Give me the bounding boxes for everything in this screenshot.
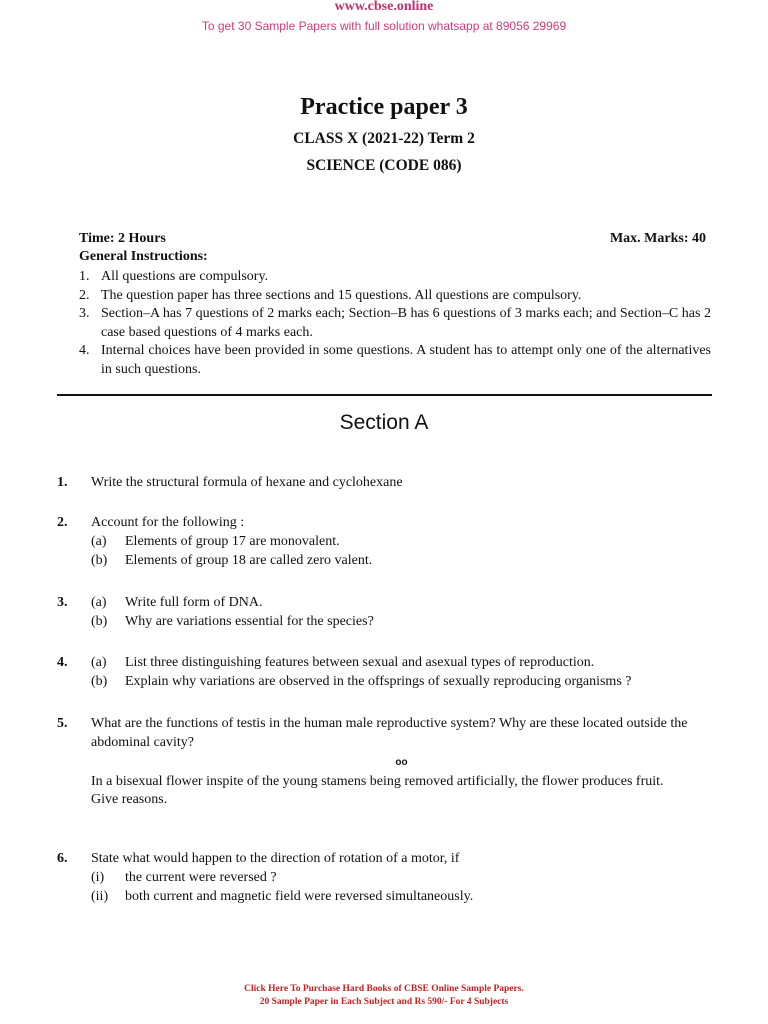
question-number: 1. xyxy=(57,475,68,490)
section-heading: Section A xyxy=(339,411,429,434)
whatsapp-promo-link[interactable]: To get 30 Sample Papers with full solution whatsapp at 89056 29969 xyxy=(201,19,567,33)
instructions-heading: General Instructions: xyxy=(79,249,208,264)
sub-question-label: (b) xyxy=(91,613,108,629)
divider xyxy=(57,394,712,396)
instruction-number: 3. xyxy=(79,306,90,322)
question-number: 6. xyxy=(57,851,68,866)
alternative-question-prompt: Give reasons. xyxy=(91,792,168,808)
instruction-text: Internal choices have been provided in some questions. A student has to attempt only one of the alternatives in such questions. xyxy=(101,343,711,377)
question-4 xyxy=(57,654,712,692)
instruction-item xyxy=(79,342,711,379)
sub-question-text: Write full form of DNA. xyxy=(125,595,263,610)
sub-question-label: (a) xyxy=(91,533,107,549)
instruction-text: Section–A has 7 questions of 2 marks each; Section–B has 6 questions of 3 marks each; and Section–C has 2 case based questions of 4 marks each. xyxy=(101,306,711,340)
question-6 xyxy=(57,850,712,906)
sub-question-text: Why are variations essential for the species? xyxy=(125,613,374,629)
subject-line: SCIENCE (CODE 086) xyxy=(306,157,462,174)
paper-title: Practice paper 3 xyxy=(300,94,468,120)
sub-question-label: (a) xyxy=(91,595,107,610)
site-link[interactable]: www.cbse.online xyxy=(334,0,434,14)
sub-question-text: Elements of group 18 are called zero valent. xyxy=(125,552,373,568)
sub-question xyxy=(91,654,712,673)
question-2 xyxy=(57,514,712,570)
sub-question-text: the current were reversed ? xyxy=(125,869,277,885)
sub-question-text: Explain why variations are observed in the offsprings of sexually reproducing organisms ? xyxy=(125,673,632,689)
sub-question-label: (b) xyxy=(91,673,108,689)
time-allowed: Time: 2 Hours xyxy=(79,231,166,246)
alternative-question-text: In a bisexual flower inspite of the young stamens being removed artificially, the flower produces fruit. xyxy=(91,773,664,789)
instruction-text: The question paper has three sections and 15 questions. All questions are compulsory. xyxy=(101,287,582,303)
sub-question-label: (ii) xyxy=(91,888,109,904)
question-number: 4. xyxy=(57,655,68,670)
question-number: 2. xyxy=(57,515,68,530)
instruction-number: 2. xyxy=(79,287,90,303)
sub-question-label: (i) xyxy=(91,869,105,885)
instruction-text: All questions are compulsory. xyxy=(101,269,269,284)
sub-question-label: (a) xyxy=(91,655,107,670)
max-marks: Max. Marks: 40 xyxy=(609,231,706,246)
sub-question-text: Elements of group 17 are monovalent. xyxy=(125,533,340,549)
sub-question xyxy=(91,673,712,692)
instruction-item xyxy=(79,287,711,306)
pricing-note: 20 Sample Paper in Each Subject and Rs 590/- For 4 Subjects xyxy=(259,997,509,1007)
sub-question xyxy=(91,533,712,552)
sub-question-text: both current and magnetic field were reversed simultaneously. xyxy=(125,888,474,904)
or-separator: oo xyxy=(395,756,408,768)
question-text: What are the functions of testis in the human male reproductive system? Why are these located outside the abdominal cavity? xyxy=(91,716,688,750)
question-text: Account for the following : xyxy=(91,515,245,530)
sub-question-label: (b) xyxy=(91,552,108,568)
instructions-list xyxy=(79,268,711,380)
instruction-number: 4. xyxy=(79,343,90,359)
sub-question xyxy=(91,613,712,632)
class-line: CLASS X (2021-22) Term 2 xyxy=(293,130,475,147)
question-1 xyxy=(57,474,712,493)
question-5 xyxy=(57,715,712,810)
instruction-item xyxy=(79,268,711,287)
question-text: Write the structural formula of hexane and cyclohexane xyxy=(91,475,403,490)
question-3 xyxy=(57,594,712,632)
sub-question xyxy=(91,594,712,613)
purchase-books-link[interactable]: Click Here To Purchase Hard Books of CBSE Online Sample Papers. xyxy=(244,984,524,994)
question-text: State what would happen to the direction of rotation of a motor, if xyxy=(91,851,460,866)
sub-question xyxy=(91,888,712,907)
question-number: 3. xyxy=(57,595,68,610)
sub-question xyxy=(91,552,712,571)
sub-question xyxy=(91,869,712,888)
question-number: 5. xyxy=(57,716,68,731)
instruction-item xyxy=(79,305,711,342)
instruction-number: 1. xyxy=(79,269,90,284)
sub-question-text: List three distinguishing features between sexual and asexual types of reproduction. xyxy=(125,655,595,670)
